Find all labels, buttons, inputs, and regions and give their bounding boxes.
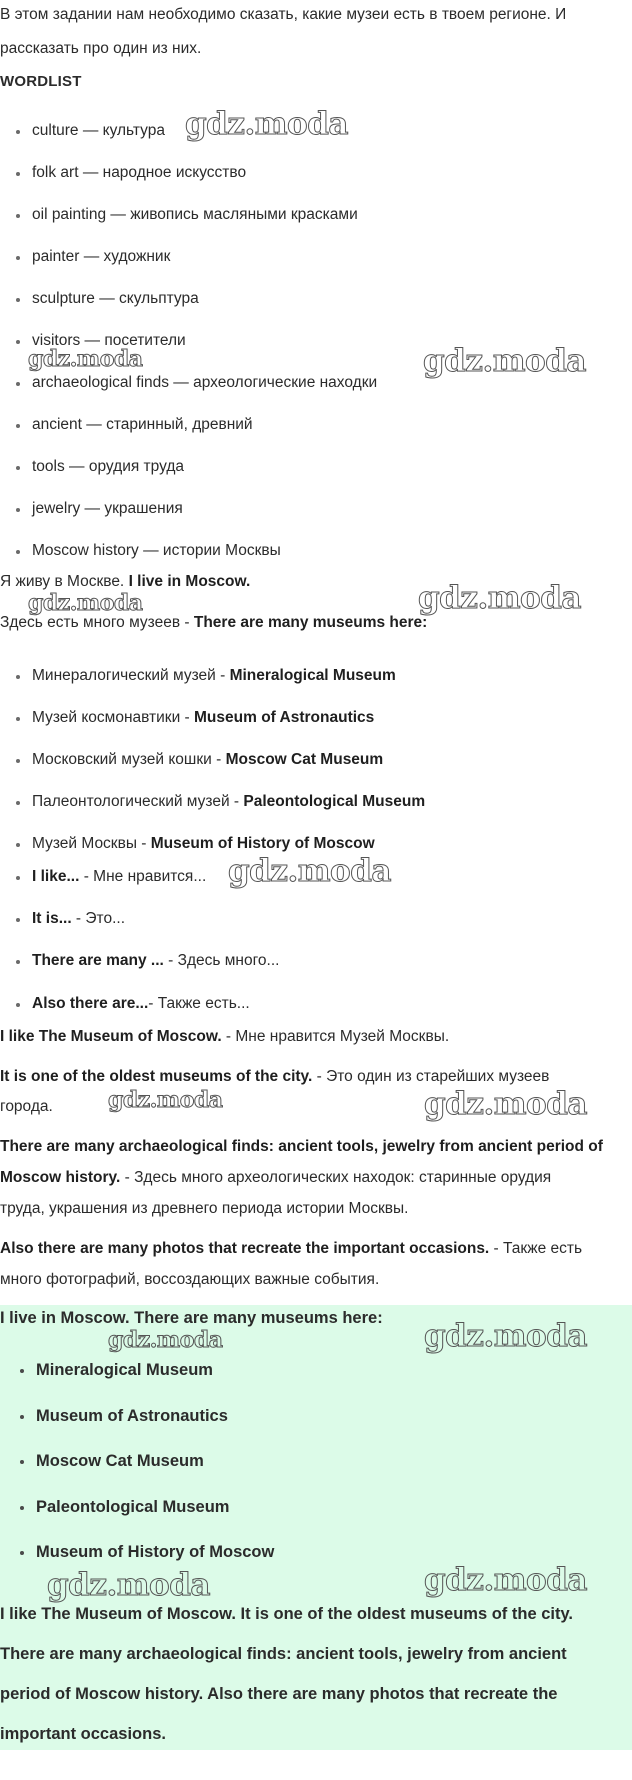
answer-museum-item: Mineralogical Museum (36, 1361, 213, 1379)
useful-en: Also there are... (32, 995, 149, 1012)
answer-paragraph-line-2: There are many archaeological finds: ancient tools, jewelry from ancient (0, 1645, 567, 1663)
museum-en: Mineralogical Museum (229, 667, 396, 684)
museum-ru: Музей космонавтики - (32, 709, 195, 726)
bullet (16, 130, 20, 134)
museum-ru: Московский музей кошки - (32, 751, 226, 768)
watermark-logo: gdz.moda (28, 346, 143, 372)
intro-line-2: рассказать про один из них. (0, 40, 202, 57)
useful-ru: - Здесь много... (163, 952, 280, 969)
bullet (16, 256, 20, 260)
answer-museum-item: Moscow Cat Museum (36, 1452, 204, 1470)
wordlist-item-sculpture: sculpture — скульптура (32, 290, 199, 307)
bullet (16, 298, 20, 302)
wordlist-item-jewelry: jewelry — украшения (32, 500, 183, 517)
bullet (16, 801, 20, 805)
useful-ru: - Мне нравится... (79, 868, 207, 885)
sentence-2-cont: города. (0, 1098, 53, 1115)
museum-item (32, 791, 425, 813)
sentence-4-ru: - Также есть (489, 1240, 583, 1257)
wordlist-item-archaeological-finds: archaeological finds — археологические находки (32, 374, 378, 391)
wordlist-item-painter: painter — художник (32, 248, 171, 265)
watermark-logo: gdz.moda (423, 343, 586, 379)
useful-item (32, 908, 125, 930)
bullet (16, 843, 20, 847)
answer-museum-item: Museum of History of Moscow (36, 1543, 275, 1561)
answer-paragraph-line-3: period of Moscow history. Also there are many photos that recreate the (0, 1685, 558, 1703)
sentence-2-en: It is one of the oldest museums of the city. (0, 1068, 313, 1085)
bullet (16, 918, 20, 922)
watermark-logo: gdz.moda (424, 1086, 587, 1122)
museum-item (32, 707, 374, 729)
phrase-many-en: There are many museums here: (193, 614, 428, 631)
wordlist-item-moscow-history: Moscow history — истории Москвы (32, 542, 281, 559)
watermark-logo: gdz.moda (418, 580, 581, 616)
intro-line-1: В этом задании нам необходимо сказать, какие музеи есть в твоем регионе. И (0, 6, 567, 23)
wordlist-item-folk-art: folk art — народное искусство (32, 164, 247, 181)
bullet (16, 876, 20, 880)
bullet (20, 1506, 24, 1510)
sentence-3-en-a: There are many archaeological finds: ancient tools, jewelry from ancient period of (0, 1138, 603, 1155)
museum-ru: Минералогический музей - (32, 667, 230, 684)
watermark-logo: gdz.moda (108, 1087, 223, 1113)
museum-en: Museum of History of Moscow (150, 835, 375, 852)
answer-intro: I live in Moscow. There are many museums here: (0, 1309, 383, 1327)
bullet (16, 717, 20, 721)
phrase-live-en: I live in Moscow. (128, 573, 251, 590)
wordlist-item-visitors: visitors — посетители (32, 332, 186, 349)
wordlist-item-ancient: ancient — старинный, древний (32, 416, 253, 433)
sentence-3-en-line (0, 1136, 603, 1158)
museum-en: Museum of Astronautics (194, 709, 375, 726)
wordlist-item-culture: culture — культура (32, 122, 165, 139)
museum-item (32, 665, 396, 687)
sentence-3-en-b: Moscow history. (0, 1169, 121, 1186)
bullet (16, 340, 20, 344)
wordlist-item-tools: tools — орудия труда (32, 458, 185, 475)
bullet (20, 1551, 24, 1555)
sentence-1-en: I like The Museum of Moscow. (0, 1028, 222, 1045)
bullet (16, 675, 20, 679)
wordlist-item-oil-painting: oil painting — живопись масляными красками (32, 206, 358, 223)
museum-ru: Музей Москвы - (32, 835, 151, 852)
sentence-3-line-2 (0, 1167, 551, 1189)
bullet (16, 172, 20, 176)
bullet (20, 1369, 24, 1373)
useful-item (32, 993, 250, 1015)
answer-paragraph-line-4: important occasions. (0, 1725, 166, 1743)
answer-paragraph-line-1: I like The Museum of Moscow. It is one of the oldest museums of the city. (0, 1605, 573, 1623)
watermark-logo: gdz.moda (228, 853, 391, 889)
sentence-4-en: Also there are many photos that recreate the important occasions. (0, 1240, 490, 1257)
bullet (16, 550, 20, 554)
bullet (20, 1460, 24, 1464)
bullet (20, 1415, 24, 1419)
bullet (16, 1003, 20, 1007)
useful-ru: - Также есть... (148, 995, 250, 1012)
answer-museum-item: Paleontological Museum (36, 1498, 230, 1516)
wordlist-heading: WORDLIST (0, 73, 82, 90)
bullet (16, 508, 20, 512)
bullet (16, 424, 20, 428)
answer-museum-item: Museum of Astronautics (36, 1407, 228, 1425)
watermark-logo: gdz.moda (424, 1318, 587, 1354)
watermark-logo: gdz.moda (47, 1567, 210, 1603)
useful-en: There are many ... (32, 952, 164, 969)
museum-item (32, 749, 383, 771)
bullet (16, 466, 20, 470)
watermark-logo: gdz.moda (424, 1562, 587, 1598)
phrase-many-ru: Здесь есть много музеев - (0, 614, 194, 631)
bullet (16, 382, 20, 386)
sentence-2 (0, 1066, 549, 1088)
sentence-4-ru-cont: много фотографий, воссоздающих важные события. (0, 1271, 380, 1288)
museum-ru: Палеонтологический музей - (32, 793, 244, 810)
bullet (16, 214, 20, 218)
sentence-1-ru: - Мне нравится Музей Москвы. (221, 1028, 450, 1045)
useful-en: I like... (32, 868, 80, 885)
watermark-logo: gdz.moda (28, 590, 143, 616)
sentence-3-ru-cont: труда, украшения из древнего периода истории Москвы. (0, 1200, 409, 1217)
watermark-logo: gdz.moda (185, 106, 348, 142)
useful-item (32, 866, 206, 888)
bullet (16, 759, 20, 763)
museum-en: Moscow Cat Museum (225, 751, 384, 768)
useful-item (32, 950, 279, 972)
useful-ru: - Это... (71, 910, 126, 927)
sentence-1 (0, 1026, 449, 1048)
sentence-2-ru: - Это один из старейших музеев (312, 1068, 550, 1085)
museum-item (32, 833, 375, 855)
museum-en: Paleontological Museum (243, 793, 426, 810)
phrase-live-ru: Я живу в Москве. (0, 573, 129, 590)
bullet (16, 960, 20, 964)
useful-en: It is... (32, 910, 72, 927)
sentence-4 (0, 1238, 582, 1260)
watermark-logo: gdz.moda (108, 1327, 223, 1353)
sentence-3-ru: - Здесь много археологических находок: старинные орудия (120, 1169, 552, 1186)
